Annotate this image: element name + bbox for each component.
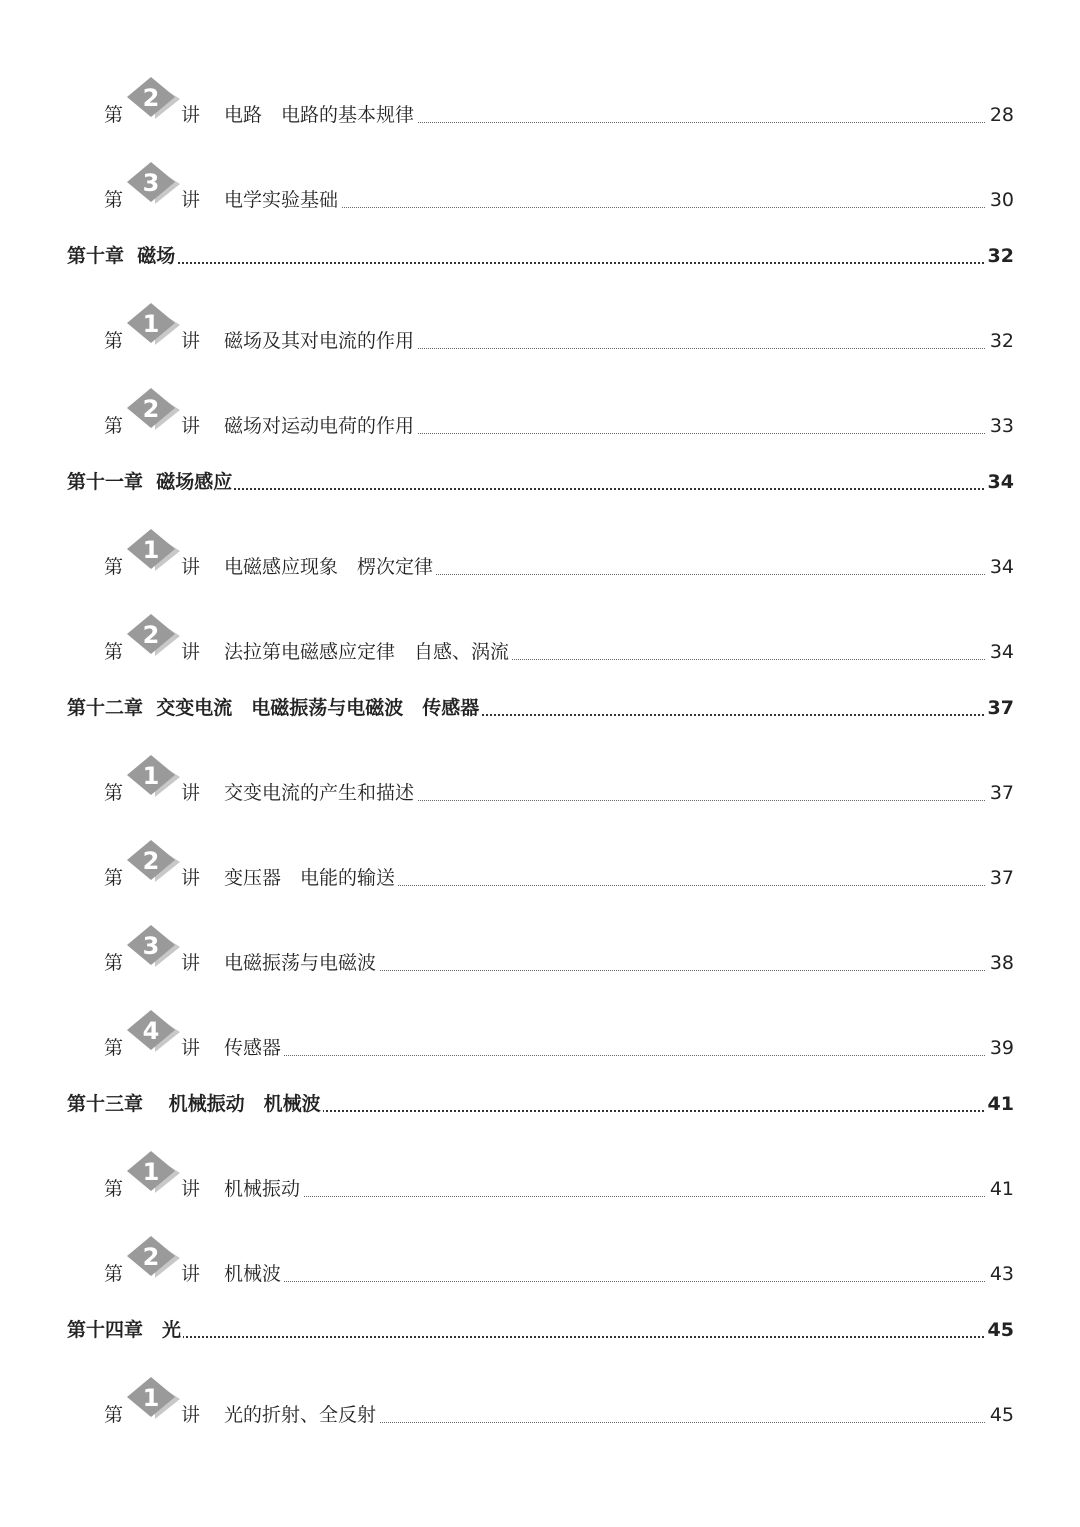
page-number: 37 [986, 784, 1014, 803]
lesson-suffix: 讲 [181, 330, 201, 352]
badge-number: 2 [142, 1243, 160, 1271]
badge-number: 1 [142, 1158, 160, 1186]
lesson-suffix: 讲 [181, 641, 201, 663]
lesson-suffix: 讲 [181, 189, 201, 211]
lesson-title: 电磁感应现象 楞次定律 [224, 558, 436, 577]
page-number: 32 [984, 247, 1014, 266]
lesson-number-badge-icon [121, 1234, 183, 1280]
toc-lesson-row[interactable] [0, 762, 1080, 811]
toc-lesson-row[interactable] [0, 621, 1080, 670]
chapter-title: 第十三章 机械振动 机械波 [67, 1093, 321, 1115]
lesson-suffix: 讲 [181, 782, 201, 804]
toc-chapter-row[interactable] [0, 1308, 1080, 1348]
lesson-number-badge-icon [121, 1149, 183, 1195]
badge-number: 2 [142, 84, 160, 112]
badge-number: 2 [142, 395, 160, 423]
chapter-title: 第十章 磁场 [67, 245, 176, 267]
lesson-prefix: 第 [104, 867, 124, 889]
badge-number: 1 [142, 536, 160, 564]
page-number: 34 [986, 558, 1014, 577]
toc-lesson-row[interactable] [0, 1158, 1080, 1207]
toc-chapter-row[interactable] [0, 1082, 1080, 1122]
toc-lesson-row[interactable] [0, 310, 1080, 359]
lesson-title: 电磁振荡与电磁波 [224, 954, 379, 973]
page-number: 43 [986, 1265, 1014, 1284]
lesson-prefix: 第 [104, 641, 124, 663]
chapter-title: 第十二章 交变电流 电磁振荡与电磁波 传感器 [67, 697, 480, 719]
lesson-prefix: 第 [104, 1263, 124, 1285]
badge-number: 1 [142, 762, 160, 790]
lesson-title: 电路 电路的基本规律 [224, 106, 417, 125]
page-number: 30 [986, 191, 1014, 210]
toc-lesson-row[interactable] [0, 1384, 1080, 1433]
toc-chapter-row[interactable] [0, 234, 1080, 274]
lesson-suffix: 讲 [181, 104, 201, 126]
dot-leader [224, 1281, 985, 1282]
lesson-title: 交变电流的产生和描述 [224, 784, 417, 803]
page-number: 28 [986, 106, 1014, 125]
lesson-suffix: 讲 [181, 867, 201, 889]
toc-lesson-row[interactable] [0, 169, 1080, 218]
lesson-suffix: 讲 [181, 556, 201, 578]
lesson-suffix: 讲 [181, 415, 201, 437]
lesson-number-badge-icon [121, 923, 183, 969]
lesson-suffix: 讲 [181, 1263, 201, 1285]
page-number: 41 [986, 1180, 1014, 1199]
lesson-number-badge-icon [121, 386, 183, 432]
lesson-suffix: 讲 [181, 952, 201, 974]
lesson-suffix: 讲 [181, 1037, 201, 1059]
toc-chapter-row[interactable] [0, 460, 1080, 500]
lesson-number-badge-icon [121, 75, 183, 121]
badge-number: 3 [142, 932, 160, 960]
lesson-prefix: 第 [104, 415, 124, 437]
lesson-prefix: 第 [104, 1037, 124, 1059]
badge-number: 1 [142, 1384, 160, 1412]
badge-number: 3 [142, 169, 160, 197]
toc-chapter-row[interactable] [0, 686, 1080, 726]
lesson-title: 光的折射、全反射 [224, 1406, 379, 1425]
dot-leader [67, 262, 1012, 264]
page-number: 41 [984, 1095, 1014, 1114]
lesson-number-badge-icon [121, 753, 183, 799]
badge-number: 2 [142, 621, 160, 649]
badge-number: 1 [142, 310, 160, 338]
lesson-title: 机械波 [224, 1265, 284, 1284]
lesson-suffix: 讲 [181, 1178, 201, 1200]
lesson-title: 法拉第电磁感应定律 自感、涡流 [224, 643, 512, 662]
lesson-number-badge-icon [121, 527, 183, 573]
toc-lesson-row[interactable] [0, 932, 1080, 981]
lesson-prefix: 第 [104, 556, 124, 578]
lesson-prefix: 第 [104, 104, 124, 126]
dot-leader [67, 1336, 1012, 1338]
lesson-title: 磁场及其对电流的作用 [224, 332, 417, 351]
toc-lesson-row[interactable] [0, 1243, 1080, 1292]
page-number: 37 [986, 869, 1014, 888]
toc-lesson-row[interactable] [0, 847, 1080, 896]
lesson-prefix: 第 [104, 1178, 124, 1200]
toc-lesson-row[interactable] [0, 536, 1080, 585]
page-number: 45 [984, 1321, 1014, 1340]
page-number: 45 [986, 1406, 1014, 1425]
toc-lesson-row[interactable] [0, 395, 1080, 444]
lesson-number-badge-icon [121, 612, 183, 658]
lesson-prefix: 第 [104, 782, 124, 804]
page-number: 34 [984, 473, 1014, 492]
dot-leader [224, 1055, 985, 1056]
badge-number: 2 [142, 847, 160, 875]
lesson-title: 变压器 电能的输送 [224, 869, 398, 888]
lesson-number-badge-icon [121, 160, 183, 206]
lesson-prefix: 第 [104, 189, 124, 211]
lesson-title: 传感器 [224, 1039, 284, 1058]
lesson-title: 磁场对运动电荷的作用 [224, 417, 417, 436]
lesson-prefix: 第 [104, 330, 124, 352]
chapter-title: 第十一章 磁场感应 [67, 471, 233, 493]
toc-lesson-row[interactable] [0, 84, 1080, 133]
toc-lesson-row[interactable] [0, 1017, 1080, 1066]
page-number: 34 [986, 643, 1014, 662]
lesson-prefix: 第 [104, 952, 124, 974]
lesson-number-badge-icon [121, 301, 183, 347]
lesson-number-badge-icon [121, 1008, 183, 1054]
lesson-number-badge-icon [121, 1375, 183, 1421]
lesson-suffix: 讲 [181, 1404, 201, 1426]
page-number: 38 [986, 954, 1014, 973]
page-number: 33 [986, 417, 1014, 436]
dot-leader [224, 1196, 985, 1197]
lesson-title: 电学实验基础 [224, 191, 341, 210]
lesson-title: 机械振动 [224, 1180, 303, 1199]
page-number: 39 [986, 1039, 1014, 1058]
badge-number: 4 [142, 1017, 160, 1045]
lesson-prefix: 第 [104, 1404, 124, 1426]
page-number: 37 [984, 699, 1014, 718]
page-number: 32 [986, 332, 1014, 351]
lesson-number-badge-icon [121, 838, 183, 884]
chapter-title: 第十四章 光 [67, 1319, 182, 1341]
